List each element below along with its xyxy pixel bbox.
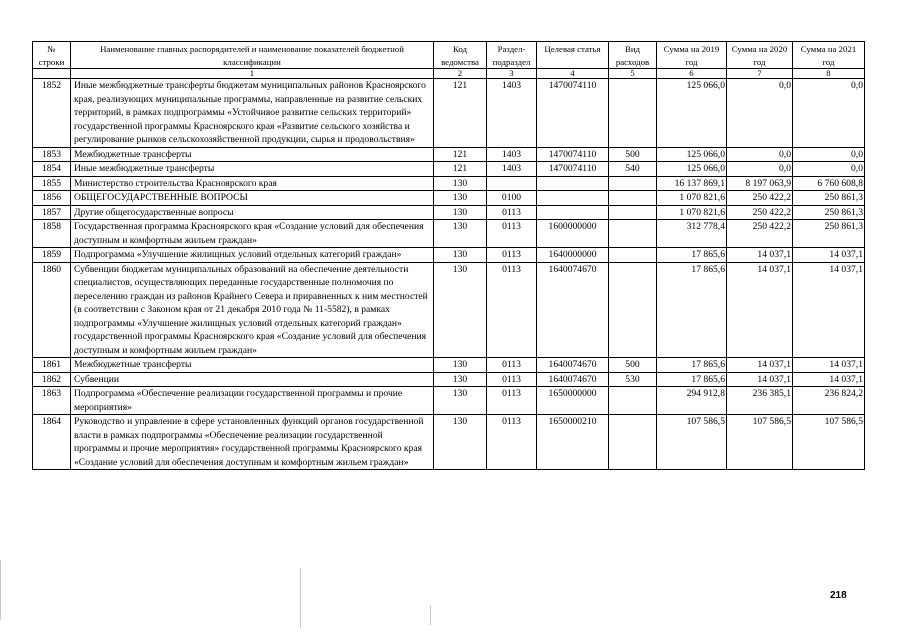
row-target-item: 1640074670 xyxy=(537,262,609,358)
row-sum-2020: 250 422,2 xyxy=(727,191,793,206)
table-body xyxy=(33,79,865,470)
row-number: 1862 xyxy=(33,372,71,387)
column-number: 6 xyxy=(657,69,727,79)
row-section-code: 0113 xyxy=(487,262,537,358)
table-row xyxy=(33,262,865,358)
col-row-header: № строки xyxy=(33,42,71,69)
row-name: Подпрограмма «Улучшение жилищных условий отдельных категорий граждан» xyxy=(71,248,434,263)
row-target-item xyxy=(537,176,609,191)
row-number: 1856 xyxy=(33,191,71,206)
row-expense-kind xyxy=(609,248,657,263)
row-name: Подпрограмма «Обеспечение реализации государственной программы и прочие мероприятия» xyxy=(71,387,434,415)
row-target-item: 1640074670 xyxy=(537,358,609,373)
row-number: 1853 xyxy=(33,147,71,162)
row-sum-2019: 17 865,6 xyxy=(657,248,727,263)
row-sum-2020: 0,0 xyxy=(727,147,793,162)
row-section-code: 1403 xyxy=(487,147,537,162)
row-section-code: 0100 xyxy=(487,191,537,206)
table-row xyxy=(33,147,865,162)
row-sum-2019: 125 066,0 xyxy=(657,147,727,162)
row-sum-2019: 1 070 821,6 xyxy=(657,191,727,206)
table-row xyxy=(33,248,865,263)
row-department-code: 130 xyxy=(434,358,487,373)
row-sum-2021: 0,0 xyxy=(793,162,865,177)
row-sum-2019: 312 778,4 xyxy=(657,220,727,248)
row-department-code: 130 xyxy=(434,262,487,358)
row-number: 1854 xyxy=(33,162,71,177)
column-number: 5 xyxy=(609,69,657,79)
col-2021-header: Сумма на 2021 год xyxy=(793,42,865,69)
header-row xyxy=(33,42,865,69)
col-name-header: Наименование главных распорядителей и наименование показателей бюджетной классификации xyxy=(71,42,434,69)
row-sum-2019: 17 865,6 xyxy=(657,372,727,387)
row-department-code: 121 xyxy=(434,147,487,162)
row-department-code: 130 xyxy=(434,415,487,470)
row-section-code: 0113 xyxy=(487,220,537,248)
row-sum-2020: 14 037,1 xyxy=(727,248,793,263)
row-sum-2021: 14 037,1 xyxy=(793,262,865,358)
row-sum-2019: 125 066,0 xyxy=(657,162,727,177)
row-expense-kind xyxy=(609,176,657,191)
row-section-code: 0113 xyxy=(487,205,537,220)
row-sum-2021: 250 861,3 xyxy=(793,191,865,206)
row-sum-2020: 14 037,1 xyxy=(727,372,793,387)
table-row xyxy=(33,372,865,387)
row-expense-kind xyxy=(609,220,657,248)
row-number: 1852 xyxy=(33,79,71,148)
row-department-code: 130 xyxy=(434,205,487,220)
row-target-item: 1650000210 xyxy=(537,415,609,470)
row-name: Межбюджетные трансферты xyxy=(71,358,434,373)
row-name: Межбюджетные трансферты xyxy=(71,147,434,162)
row-section-code: 0113 xyxy=(487,372,537,387)
row-department-code: 130 xyxy=(434,220,487,248)
row-number: 1861 xyxy=(33,358,71,373)
row-name: Субвенции xyxy=(71,372,434,387)
row-number: 1863 xyxy=(33,387,71,415)
column-number: 3 xyxy=(487,69,537,79)
row-sum-2019: 1 070 821,6 xyxy=(657,205,727,220)
row-sum-2021: 14 037,1 xyxy=(793,358,865,373)
row-expense-kind xyxy=(609,191,657,206)
col-code-header: Код ведомства xyxy=(434,42,487,69)
table-row xyxy=(33,205,865,220)
page-number: 218 xyxy=(830,590,847,601)
table-row xyxy=(33,220,865,248)
row-target-item xyxy=(537,205,609,220)
scan-artifact-line xyxy=(430,605,431,625)
column-number: 4 xyxy=(537,69,609,79)
row-department-code: 121 xyxy=(434,162,487,177)
column-number-row xyxy=(33,69,865,79)
column-number-empty xyxy=(33,69,71,79)
row-sum-2020: 0,0 xyxy=(727,162,793,177)
row-sum-2020: 250 422,2 xyxy=(727,220,793,248)
row-sum-2021: 236 824,2 xyxy=(793,387,865,415)
row-sum-2021: 0,0 xyxy=(793,79,865,148)
row-sum-2019: 107 586,5 xyxy=(657,415,727,470)
col-2019-header: Сумма на 2019 год xyxy=(657,42,727,69)
row-sum-2020: 0,0 xyxy=(727,79,793,148)
col-section-header: Раздел-подраздел xyxy=(487,42,537,69)
row-section-code: 0113 xyxy=(487,248,537,263)
row-sum-2019: 294 912,8 xyxy=(657,387,727,415)
table-row xyxy=(33,387,865,415)
row-number: 1864 xyxy=(33,415,71,470)
table-row xyxy=(33,162,865,177)
column-number: 8 xyxy=(793,69,865,79)
row-number: 1858 xyxy=(33,220,71,248)
row-sum-2019: 16 137 869,1 xyxy=(657,176,727,191)
row-sum-2020: 236 385,1 xyxy=(727,387,793,415)
row-section-code: 0113 xyxy=(487,358,537,373)
row-department-code: 130 xyxy=(434,176,487,191)
row-target-item: 1650000000 xyxy=(537,387,609,415)
row-target-item: 1470074110 xyxy=(537,147,609,162)
col-target-header: Целевая статья xyxy=(537,42,609,69)
row-sum-2019: 125 066,0 xyxy=(657,79,727,148)
table-row xyxy=(33,415,865,470)
row-sum-2021: 0,0 xyxy=(793,147,865,162)
row-target-item: 1640074670 xyxy=(537,372,609,387)
row-sum-2021: 6 760 608,8 xyxy=(793,176,865,191)
col-2020-header: Сумма на 2020 год xyxy=(727,42,793,69)
column-number: 2 xyxy=(434,69,487,79)
row-name: Иные межбюджетные трансферты xyxy=(71,162,434,177)
row-department-code: 130 xyxy=(434,191,487,206)
table-row xyxy=(33,191,865,206)
row-target-item: 1600000000 xyxy=(537,220,609,248)
col-kind-header: Вид расходов xyxy=(609,42,657,69)
row-sum-2019: 17 865,6 xyxy=(657,358,727,373)
row-sum-2021: 14 037,1 xyxy=(793,372,865,387)
column-number: 7 xyxy=(727,69,793,79)
row-department-code: 121 xyxy=(434,79,487,148)
row-expense-kind xyxy=(609,205,657,220)
row-section-code: 0113 xyxy=(487,387,537,415)
column-number: 1 xyxy=(71,69,434,79)
row-name: Иные межбюджетные трансферты бюджетам муниципальных районов Красноярского края, реализующих муниципальные программы, направленные на развитие сельских территорий, в рамках подпрограммы «Устойчивое развитие сельских территорий» государственной программы Красноярского края «Развитие сельского хозяйства и регулирование рынков сельскохозяйственной продукции, сырья и продовольствия» xyxy=(71,79,434,148)
row-sum-2020: 107 586,5 xyxy=(727,415,793,470)
budget-table xyxy=(32,41,865,470)
row-expense-kind xyxy=(609,415,657,470)
row-expense-kind: 500 xyxy=(609,358,657,373)
table-row xyxy=(33,176,865,191)
row-name: ОБЩЕГОСУДАРСТВЕННЫЕ ВОПРОСЫ xyxy=(71,191,434,206)
row-number: 1860 xyxy=(33,262,71,358)
row-section-code: 1403 xyxy=(487,162,537,177)
row-number: 1857 xyxy=(33,205,71,220)
row-number: 1855 xyxy=(33,176,71,191)
scan-artifact-line xyxy=(300,568,301,628)
row-sum-2021: 107 586,5 xyxy=(793,415,865,470)
row-sum-2021: 14 037,1 xyxy=(793,248,865,263)
row-department-code: 130 xyxy=(434,372,487,387)
row-expense-kind xyxy=(609,79,657,148)
row-expense-kind xyxy=(609,262,657,358)
row-expense-kind xyxy=(609,387,657,415)
row-target-item: 1470074110 xyxy=(537,79,609,148)
row-section-code: 0113 xyxy=(487,415,537,470)
row-number: 1859 xyxy=(33,248,71,263)
row-sum-2020: 14 037,1 xyxy=(727,358,793,373)
row-sum-2021: 250 861,3 xyxy=(793,205,865,220)
row-name: Другие общегосударственные вопросы xyxy=(71,205,434,220)
row-target-item xyxy=(537,191,609,206)
row-name: Руководство и управление в сфере установленных функций органов государственной власти в рамках подпрограммы «Обеспечение реализации государственной программы и прочие мероприятия» государственной программы Красноярского края «Создание условий для обеспечения доступным и комфортным жильем граждан» xyxy=(71,415,434,470)
row-section-code xyxy=(487,176,537,191)
row-name: Министерство строительства Красноярского края xyxy=(71,176,434,191)
row-expense-kind: 500 xyxy=(609,147,657,162)
scan-artifact-line xyxy=(0,560,1,620)
table-row xyxy=(33,358,865,373)
row-name: Государственная программа Красноярского края «Создание условий для обеспечения доступным и комфортным жильем граждан» xyxy=(71,220,434,248)
row-expense-kind: 540 xyxy=(609,162,657,177)
row-sum-2020: 250 422,2 xyxy=(727,205,793,220)
table-row xyxy=(33,79,865,148)
row-expense-kind: 530 xyxy=(609,372,657,387)
row-target-item: 1640000000 xyxy=(537,248,609,263)
row-sum-2021: 250 861,3 xyxy=(793,220,865,248)
row-sum-2020: 8 197 063,9 xyxy=(727,176,793,191)
row-department-code: 130 xyxy=(434,248,487,263)
row-sum-2020: 14 037,1 xyxy=(727,262,793,358)
row-department-code: 130 xyxy=(434,387,487,415)
row-sum-2019: 17 865,6 xyxy=(657,262,727,358)
row-section-code: 1403 xyxy=(487,79,537,148)
row-name: Субвенции бюджетам муниципальных образований на обеспечение деятельности специалистов, осуществляющих переданные государственные полномочия по переселению граждан из районов Крайнего Севера и приравненных к ним местностей (в соответствии с Законом края от 21 декабря 2010 года № 11-5582), в рамках подпрограммы «Улучшение жилищных условий отдельных категорий граждан» государственной программы Красноярского края «Создание условий для обеспечения доступным и комфортным жильем граждан» xyxy=(71,262,434,358)
row-target-item: 1470074110 xyxy=(537,162,609,177)
